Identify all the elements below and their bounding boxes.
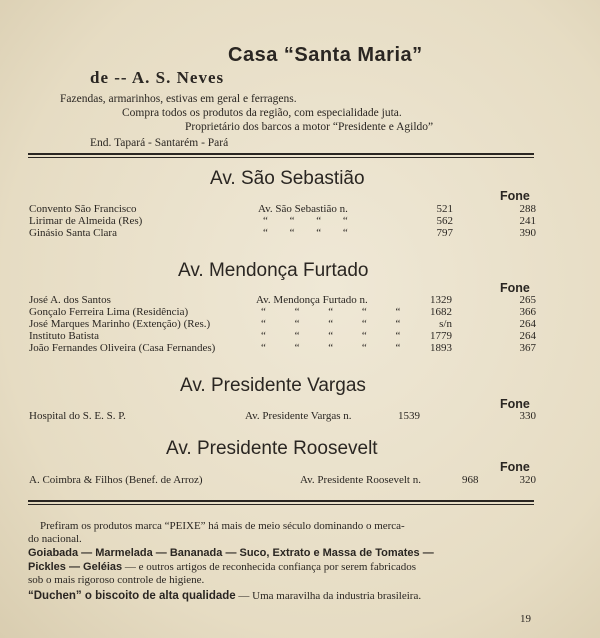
divider-bottom-thin <box>28 504 534 505</box>
entry-name: A. Coimbra & Filhos (Benef. de Arroz) <box>29 474 203 486</box>
entry-name: Instituto Batista <box>29 330 99 342</box>
entry-name: Gonçalo Ferreira Lima (Residência) <box>29 306 189 318</box>
footer-products: Goiabada — Marmelada — Bananada — Suco, Extrato e Massa de Tomates — <box>28 547 434 559</box>
section-street: Av. Mendonça Furtado <box>178 260 369 281</box>
entry-phone: 366 <box>519 306 536 318</box>
entry-address: Av. Presidente Roosevelt n. <box>300 474 421 486</box>
entry-phone: 288 <box>519 203 536 215</box>
entry-number: 1539 <box>398 410 420 422</box>
footer-line-4: sob o mais rigoroso controle de higiene. <box>28 574 205 586</box>
section-street: Av. São Sebastião <box>210 168 365 189</box>
entry-address: “ “ “ “ “ <box>261 306 401 318</box>
entry-phone: 320 <box>519 474 536 486</box>
entry-number: 1329 <box>430 294 452 306</box>
entry-number: 797 <box>436 227 453 239</box>
entry-phone: 241 <box>519 215 536 227</box>
entry-name: Ginásio Santa Clara <box>29 227 117 239</box>
entry-number: 562 <box>436 215 453 227</box>
divider-top <box>28 153 534 155</box>
ad-line-3: Proprietário dos barcos a motor “Presidente e Agildo” <box>185 121 434 133</box>
table-row <box>0 215 600 227</box>
section-street: Av. Presidente Vargas <box>180 375 366 396</box>
entry-number: s/n <box>439 318 452 330</box>
entry-address: “ “ “ “ “ <box>261 318 401 330</box>
entry-number: 1682 <box>430 306 452 318</box>
entry-number: 521 <box>436 203 453 215</box>
entry-number: 1893 <box>430 342 452 354</box>
entry-address: “ “ “ “ “ <box>261 330 401 342</box>
entry-address: Av. Mendonça Furtado n. <box>256 294 368 306</box>
entry-address: “ “ “ “ <box>263 215 348 227</box>
page-number: 19 <box>520 613 531 625</box>
entry-address: Av. Presidente Vargas n. <box>245 410 352 422</box>
entry-name: José A. dos Santos <box>29 294 111 306</box>
table-row <box>0 474 600 486</box>
entry-number: 968 <box>462 474 479 486</box>
table-row <box>0 306 600 318</box>
entry-name: Lirimar de Almeida (Res) <box>29 215 143 227</box>
entry-phone: 264 <box>519 318 536 330</box>
ad-address: End. Tapará - Santarém - Pará <box>90 137 229 149</box>
ad-title: Casa “Santa Maria” <box>228 44 423 66</box>
table-row <box>0 342 600 354</box>
entry-phone: 367 <box>519 342 536 354</box>
fone-label: Fone <box>500 397 530 411</box>
entry-name: Hospital do S. E. S. P. <box>29 410 126 422</box>
ad-line-1: Fazendas, armarinhos, estivas em geral e ferragens. <box>60 93 297 105</box>
table-row <box>0 330 600 342</box>
table-row <box>0 410 600 422</box>
footer-line-3 <box>28 561 416 573</box>
entry-name: José Marques Marinho (Extenção) (Res.) <box>29 318 211 330</box>
divider-bottom <box>28 500 534 502</box>
footer-line-1: Prefiram os produtos marca “PEIXE” há mais de meio século dominando o merca- <box>40 520 405 532</box>
entry-address: “ “ “ “ <box>263 227 348 239</box>
entry-phone: 330 <box>519 410 536 422</box>
entry-name: Convento São Francisco <box>29 203 137 215</box>
ad-subtitle: de -- A. S. Neves <box>90 68 225 87</box>
footer-line-5-text: — Uma maravilha da industria brasileira. <box>235 590 422 602</box>
table-row <box>0 318 600 330</box>
entry-phone: 265 <box>519 294 536 306</box>
entry-address: “ “ “ “ “ <box>261 342 401 354</box>
footer-line-3-text: — e outros artigos de reconhecida confiança por serem fabricados <box>122 561 416 573</box>
entry-number: 1779 <box>430 330 452 342</box>
table-row <box>0 294 600 306</box>
footer-products-bold: Pickles — Geléias <box>28 561 123 573</box>
entry-address: Av. São Sebastião n. <box>258 203 348 215</box>
entry-phone: 390 <box>519 227 536 239</box>
section-street: Av. Presidente Roosevelt <box>166 438 378 459</box>
table-row <box>0 227 600 239</box>
fone-label: Fone <box>500 281 530 295</box>
entry-phone: 264 <box>519 330 536 342</box>
footer-duchen: “Duchen” o biscoito de alta qualidade <box>28 590 236 602</box>
table-row <box>0 203 600 215</box>
fone-label: Fone <box>500 460 530 474</box>
ad-line-2: Compra todos os produtos da região, com especialidade juta. <box>122 107 402 119</box>
divider-top-thin <box>28 157 534 158</box>
entry-name: João Fernandes Oliveira (Casa Fernandes) <box>29 342 216 354</box>
footer-line-2: do nacional. <box>28 533 82 545</box>
fone-label: Fone <box>500 189 530 203</box>
footer-line-5 <box>28 590 421 602</box>
